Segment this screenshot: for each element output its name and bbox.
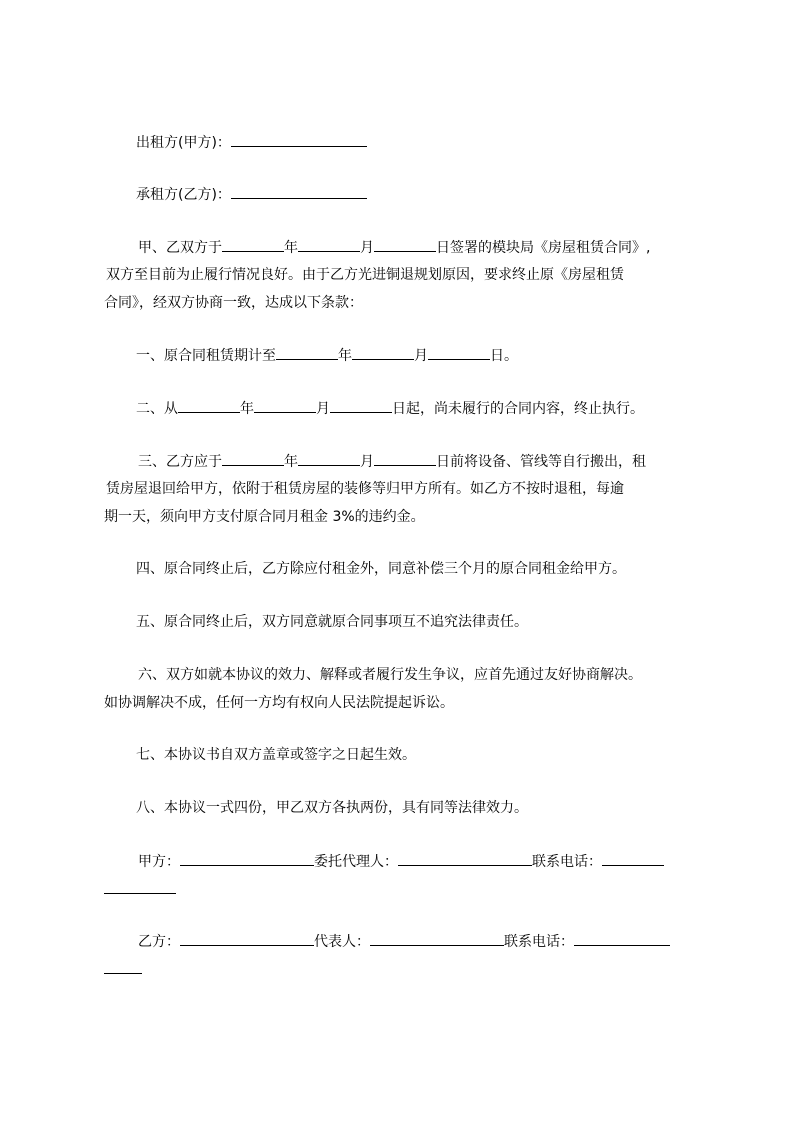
party-a-agent-blank[interactable] <box>398 852 532 866</box>
clause-1-year-label: 年 <box>338 348 352 364</box>
clause-2-day-blank[interactable] <box>330 399 392 413</box>
party-b-rep-blank[interactable] <box>370 932 504 946</box>
lessor-label: 出租方(甲方)： <box>136 135 231 151</box>
party-b-label: 乙方： <box>138 934 180 950</box>
clause-1-month-blank[interactable] <box>352 346 414 360</box>
clause-2-month-label: 月 <box>316 401 330 417</box>
lessor-blank[interactable] <box>231 133 367 147</box>
party-b-phone-blank[interactable] <box>574 932 670 946</box>
party-b-blank[interactable] <box>180 932 314 946</box>
clause-2-year-blank[interactable] <box>178 399 240 413</box>
clause-6-line-1: 六、双方如就本协议的效力、解释或者履行发生争议，应首先通过友好协商解决。 <box>138 667 642 683</box>
clause-2-month-blank[interactable] <box>254 399 316 413</box>
clause-5: 五、原合同终止后，双方同意就原合同事项互不追究法律责任。 <box>136 614 528 630</box>
clause-3-year-blank[interactable] <box>222 452 284 466</box>
clause-7: 七、本协议书自双方盖章或签字之日起生效。 <box>136 747 416 763</box>
party-b-phone-label: 联系电话： <box>504 934 574 950</box>
clause-1-day-blank[interactable] <box>428 346 490 360</box>
party-a-phone-blank[interactable] <box>602 852 664 866</box>
intro-day-rest: 日签署的模块局《房屋租赁合同》, <box>436 240 651 256</box>
clause-3-year-label: 年 <box>284 454 298 470</box>
clause-3-day-blank[interactable] <box>374 452 436 466</box>
party-a-phone-label: 联系电话： <box>532 854 602 870</box>
intro-year-blank[interactable] <box>222 238 284 252</box>
intro-year-label: 年 <box>284 240 298 256</box>
lessor-line <box>136 133 367 151</box>
clause-3-line-3: 期一天，须向甲方支付原合同月租金 3%的违约金。 <box>104 509 425 525</box>
intro-line-3: 合同》，经双方协商一致，达成以下条款： <box>104 295 363 311</box>
clause-3-day-rest: 日前将设备、管线等自行搬出，租 <box>436 454 646 470</box>
lessee-blank[interactable] <box>231 185 367 199</box>
clause-3-line-1 <box>138 452 646 470</box>
clause-2-lead: 二、从 <box>136 401 178 417</box>
intro-month-blank[interactable] <box>298 238 360 252</box>
party-b-phone-continuation <box>104 960 142 978</box>
party-a-blank[interactable] <box>180 852 314 866</box>
intro-line-2: 双方至目前为止履行情况良好。由于乙方光进铜退规划原因，要求终止原《房屋租赁 <box>106 267 624 283</box>
clause-4: 四、原合同终止后，乙方除应付租金外，同意补偿三个月的原合同租金给甲方。 <box>136 561 626 577</box>
clause-2-year-label: 年 <box>240 401 254 417</box>
clause-1-lead: 一、原合同租赁期计至 <box>136 348 276 364</box>
clause-1-day-label: 日。 <box>490 348 518 364</box>
lessee-label: 承租方(乙方)： <box>136 187 231 203</box>
clause-1-year-blank[interactable] <box>276 346 338 360</box>
clause-3-month-label: 月 <box>360 454 374 470</box>
party-a-phone-blank-continued[interactable] <box>104 880 176 894</box>
clause-6-line-2: 如协调解决不成，任何一方均有权向人民法院提起诉讼。 <box>104 695 454 711</box>
clause-1-month-label: 月 <box>414 348 428 364</box>
party-b-rep-label: 代表人： <box>314 934 370 950</box>
clause-8: 八、本协议一式四份，甲乙双方各执两份，具有同等法律效力。 <box>136 800 528 816</box>
party-a-line <box>138 852 664 870</box>
lessee-line <box>136 185 367 203</box>
intro-lead: 甲、乙双方于 <box>138 240 222 256</box>
intro-month-label: 月 <box>360 240 374 256</box>
party-a-label: 甲方： <box>138 854 180 870</box>
party-b-phone-blank-continued[interactable] <box>104 960 142 974</box>
clause-3-lead: 三、乙方应于 <box>138 454 222 470</box>
intro-day-blank[interactable] <box>374 238 436 252</box>
party-b-line <box>138 932 670 950</box>
intro-line-1 <box>138 238 650 256</box>
party-a-agent-label: 委托代理人： <box>314 854 398 870</box>
clause-3-month-blank[interactable] <box>298 452 360 466</box>
clause-2 <box>136 399 644 417</box>
clause-2-day-rest: 日起，尚未履行的合同内容，终止执行。 <box>392 401 644 417</box>
party-a-phone-continuation <box>104 880 176 898</box>
clause-3-line-2: 赁房屋退回给甲方，依附于租赁房屋的装修等归甲方所有。如乙方不按时退租，每逾 <box>106 481 624 497</box>
clause-1 <box>136 346 518 364</box>
